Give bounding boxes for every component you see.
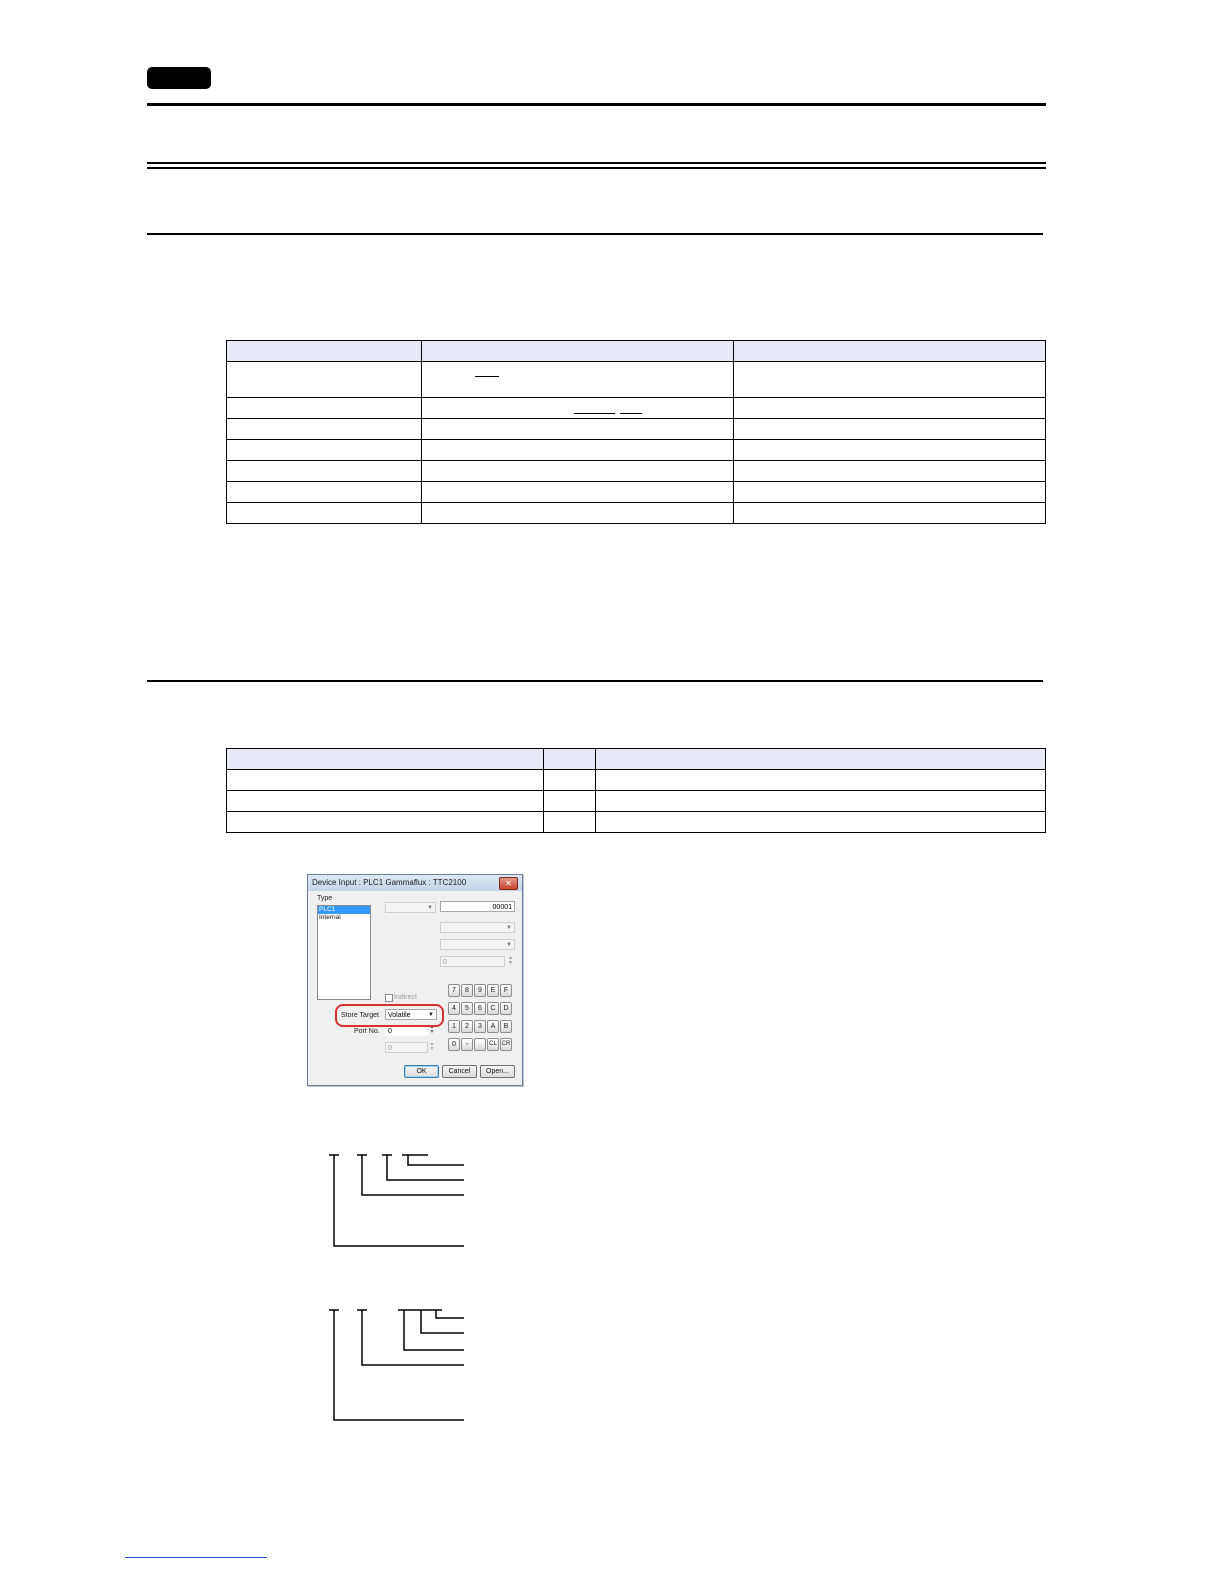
close-icon[interactable]: ✕: [499, 877, 518, 890]
store-target-value: Volatile: [388, 1012, 411, 1019]
table-cell: [734, 461, 1046, 482]
type-list-item[interactable]: PLC1: [318, 906, 370, 914]
spin-arrows-icon[interactable]: ▲ ▼: [508, 955, 513, 966]
port-no-input[interactable]: 0: [385, 1025, 428, 1036]
keypad-key[interactable]: -: [461, 1038, 473, 1051]
bracket-line: [436, 1310, 464, 1318]
underline-mark: [475, 376, 499, 377]
table-cell: [422, 419, 734, 440]
table-cell: [227, 461, 422, 482]
chevron-down-icon: ▼: [506, 942, 512, 948]
section-double-rule-top: [147, 162, 1046, 164]
chevron-down-icon: ▼: [428, 1012, 434, 1018]
bracket-line: [362, 1155, 464, 1195]
port-spin-arrows-icon[interactable]: ▲ ▼: [429, 1024, 435, 1035]
keypad-key[interactable]: B: [500, 1020, 512, 1033]
table-cell: [227, 362, 422, 398]
port-sub-spin-icon[interactable]: ▲ ▼: [429, 1041, 435, 1052]
table-header-cell: [544, 749, 596, 770]
indirect-label: Indirect: [394, 994, 417, 1001]
keypad-key[interactable]: D: [500, 1002, 512, 1015]
table-cell: [422, 440, 734, 461]
bit-spin-input[interactable]: 0: [440, 956, 505, 967]
option-select-1[interactable]: [440, 922, 515, 933]
underline-mark: [574, 413, 615, 414]
table-cell: [422, 362, 734, 398]
subsection-rule-1: [147, 233, 1043, 235]
keypad-key[interactable]: 9: [474, 984, 486, 997]
table-cell: [596, 812, 1046, 833]
table-header-row: [227, 341, 1046, 362]
table-cell: [734, 362, 1046, 398]
table-row: [227, 770, 1046, 791]
type-label: Type: [317, 895, 333, 902]
open-button[interactable]: Open...: [480, 1065, 515, 1078]
keypad-key[interactable]: F: [500, 984, 512, 997]
table-header-cell: [422, 341, 734, 362]
table-cell: [422, 398, 734, 419]
keypad-key[interactable]: CL: [487, 1038, 499, 1051]
table-row: [227, 812, 1046, 833]
address-input[interactable]: 00001: [440, 901, 515, 912]
table-cell: [422, 503, 734, 524]
table-header-cell: [227, 341, 422, 362]
table-cell: [227, 791, 544, 812]
table-row: [227, 482, 1046, 503]
keypad-key[interactable]: 5: [461, 1002, 473, 1015]
keypad-key[interactable]: .: [474, 1038, 486, 1051]
type-list-item[interactable]: Internal: [319, 914, 341, 921]
subsection-rule-2: [147, 680, 1043, 682]
address-format-diagram-1: [320, 1150, 470, 1255]
table-cell: [544, 812, 596, 833]
table-cell: [422, 482, 734, 503]
bracket-line: [404, 1310, 464, 1350]
type-listbox[interactable]: [317, 905, 371, 1000]
table-row: [227, 461, 1046, 482]
table-cell: [544, 791, 596, 812]
footer-link-underline[interactable]: [125, 1557, 267, 1558]
table-row: [227, 419, 1046, 440]
table-header-cell: [227, 749, 544, 770]
keypad-key[interactable]: E: [487, 984, 499, 997]
store-target-highlight: [335, 1004, 444, 1027]
keypad-key[interactable]: 0: [448, 1038, 460, 1051]
chevron-down-icon: ▼: [427, 905, 433, 911]
table-header-cell: [734, 341, 1046, 362]
table-row: [227, 791, 1046, 812]
bracket-line: [387, 1155, 464, 1180]
keypad-key[interactable]: 2: [461, 1020, 473, 1033]
table-cell: [227, 812, 544, 833]
table-row: [227, 398, 1046, 419]
table-cell: [734, 419, 1046, 440]
address-table: [226, 748, 1046, 833]
keypad-key[interactable]: 8: [461, 984, 473, 997]
underline-mark: [620, 413, 642, 414]
table-row: [227, 503, 1046, 524]
table-cell: [227, 503, 422, 524]
table-cell: [734, 503, 1046, 524]
keypad-key[interactable]: 4: [448, 1002, 460, 1015]
table-header-row: [227, 749, 1046, 770]
bracket-line: [421, 1310, 464, 1333]
keypad-key[interactable]: A: [487, 1020, 499, 1033]
keypad-key[interactable]: CR: [500, 1038, 512, 1051]
option-select-2[interactable]: [440, 939, 515, 950]
header-tab: [147, 67, 211, 89]
chevron-down-icon: ▼: [506, 925, 512, 931]
keypad-key[interactable]: 7: [448, 984, 460, 997]
keypad-key[interactable]: C: [487, 1002, 499, 1015]
table-cell: [596, 770, 1046, 791]
address-format-diagram-2: [320, 1305, 470, 1425]
section-double-rule-bottom: [147, 167, 1046, 169]
table-row: [227, 440, 1046, 461]
table-cell: [227, 482, 422, 503]
keypad-key[interactable]: 6: [474, 1002, 486, 1015]
table-cell: [734, 482, 1046, 503]
store-target-label: Store Target: [341, 1012, 380, 1019]
table-cell: [422, 461, 734, 482]
device-type-select[interactable]: [385, 902, 436, 913]
keypad-key[interactable]: 3: [474, 1020, 486, 1033]
port-no-label: Port No.: [354, 1028, 380, 1035]
table-header-cell: [596, 749, 1046, 770]
ok-button[interactable]: OK: [404, 1065, 439, 1078]
table-row: [227, 362, 1046, 398]
bracket-line: [408, 1155, 464, 1165]
table-cell: [544, 770, 596, 791]
table-cell: [734, 398, 1046, 419]
dialog-title: Device Input : PLC1 Gammaflux : TTC2100: [312, 878, 467, 887]
dialog-title-bar: [308, 875, 522, 891]
device-table: [226, 340, 1046, 524]
header-rule: [147, 103, 1046, 106]
device-input-dialog: [307, 874, 523, 1086]
table-cell: [596, 791, 1046, 812]
keypad-key[interactable]: 1: [448, 1020, 460, 1033]
cancel-button[interactable]: Cancel: [442, 1065, 477, 1078]
indirect-checkbox[interactable]: [385, 994, 393, 1002]
table-cell: [227, 419, 422, 440]
table-cell: [227, 440, 422, 461]
table-cell: [734, 440, 1046, 461]
table-cell: [227, 398, 422, 419]
port-sub-input[interactable]: 0: [385, 1042, 428, 1053]
table-cell: [227, 770, 544, 791]
bracket-line: [334, 1155, 464, 1246]
